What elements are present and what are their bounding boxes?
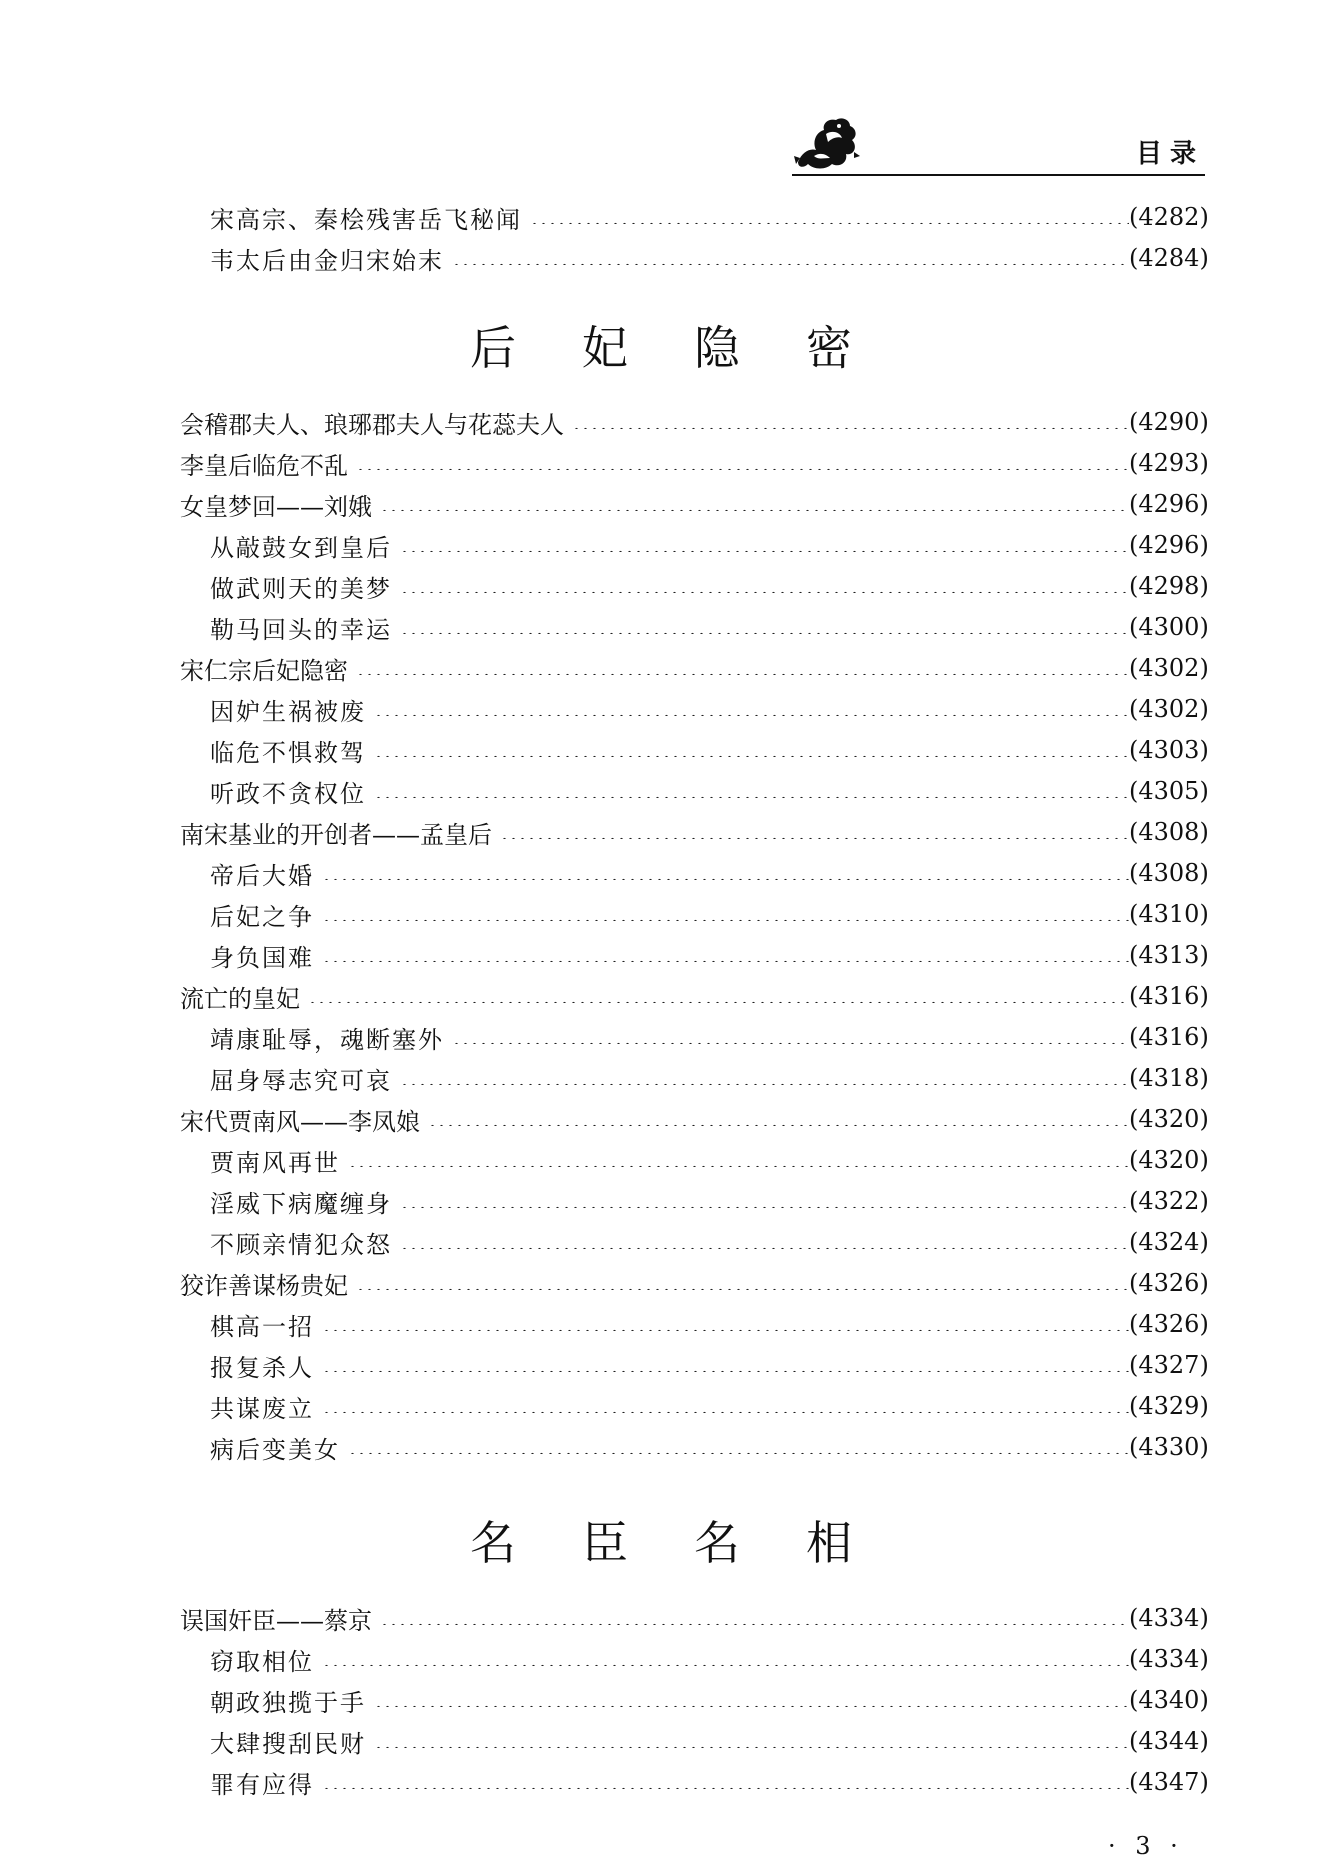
toc-entry[interactable] xyxy=(0,1721,1322,1761)
toc-entry-page: (4298) xyxy=(1129,572,1209,600)
toc-entry-title: 靖康耻辱，魂断塞外 xyxy=(210,1025,444,1054)
toc-entry[interactable] xyxy=(0,853,1322,893)
leader-dots xyxy=(356,1288,1129,1290)
toc-entry[interactable] xyxy=(0,443,1322,483)
toc-entry[interactable] xyxy=(0,1099,1322,1139)
toc-entry[interactable] xyxy=(0,1680,1322,1720)
toc-entry[interactable] xyxy=(0,1639,1322,1679)
toc-entry[interactable] xyxy=(0,1058,1322,1098)
toc-entry[interactable] xyxy=(0,484,1322,524)
toc-entry-title: 不顾亲情犯众怒 xyxy=(210,1230,392,1259)
leader-dots xyxy=(530,222,1129,224)
toc-entry-title: 误国奸臣——蔡京 xyxy=(180,1606,372,1635)
leader-dots xyxy=(374,796,1129,798)
toc-entry-page: (4320) xyxy=(1129,1105,1209,1133)
toc-entry-page: (4313) xyxy=(1129,941,1209,969)
toc-entry[interactable] xyxy=(0,1427,1322,1467)
toc-entry-page: (4308) xyxy=(1129,859,1209,887)
toc-entry-title: 病后变美女 xyxy=(210,1435,340,1464)
toc-entry[interactable] xyxy=(0,812,1322,852)
toc-entry[interactable] xyxy=(0,402,1322,442)
toc-entry-page: (4326) xyxy=(1129,1269,1209,1297)
toc-entry-title: 帝后大婚 xyxy=(210,861,314,890)
toc-entry-page: (4318) xyxy=(1129,1064,1209,1092)
toc-entry[interactable] xyxy=(0,730,1322,770)
toc-entry[interactable] xyxy=(0,525,1322,565)
toc-entry-page: (4293) xyxy=(1129,449,1209,477)
leader-dots xyxy=(322,1664,1129,1666)
page-number: · 3 · xyxy=(1108,1832,1184,1860)
toc-entry-title: 贾南风再世 xyxy=(210,1148,340,1177)
toc-entry-title: 淫威下病魔缠身 xyxy=(210,1189,392,1218)
toc-entry-title: 窃取相位 xyxy=(210,1647,314,1676)
toc-entry[interactable] xyxy=(0,566,1322,606)
toc-entry-title: 女皇梦回——刘娥 xyxy=(180,492,372,521)
toc-entry[interactable] xyxy=(0,1181,1322,1221)
toc-entry-page: (4344) xyxy=(1129,1727,1209,1755)
leader-dots xyxy=(374,1746,1129,1748)
leader-dots xyxy=(308,1001,1129,1003)
toc-entry[interactable] xyxy=(0,1222,1322,1262)
leader-dots xyxy=(348,1452,1129,1454)
leader-dots xyxy=(400,550,1129,552)
toc-entry-page: (4347) xyxy=(1129,1768,1209,1796)
toc-entry-title: 南宋基业的开创者——孟皇后 xyxy=(180,820,492,849)
toc-entry[interactable] xyxy=(0,1598,1322,1638)
section-heading: 名臣名相 xyxy=(470,1516,918,1570)
toc-entry-page: (4320) xyxy=(1129,1146,1209,1174)
leader-dots xyxy=(400,632,1129,634)
toc-entry-title: 身负国难 xyxy=(210,943,314,972)
toc-entry-page: (4296) xyxy=(1129,490,1209,518)
leader-dots xyxy=(380,1623,1129,1625)
leader-dots xyxy=(374,755,1129,757)
toc-entry-title: 狡诈善谋杨贵妃 xyxy=(180,1271,348,1300)
leader-dots xyxy=(500,837,1129,839)
toc-entry[interactable] xyxy=(0,976,1322,1016)
toc-entry[interactable] xyxy=(0,1762,1322,1802)
section-heading: 后妃隐密 xyxy=(470,321,918,375)
toc-entry-title: 罪有应得 xyxy=(210,1770,314,1799)
leader-dots xyxy=(356,468,1129,470)
toc-entry[interactable] xyxy=(0,1140,1322,1180)
toc-entry-page: (4316) xyxy=(1129,1023,1209,1051)
leader-dots xyxy=(400,591,1129,593)
dragon-icon xyxy=(792,112,862,174)
leader-dots xyxy=(322,919,1129,921)
toc-entry[interactable] xyxy=(0,894,1322,934)
leader-dots xyxy=(322,960,1129,962)
leader-dots xyxy=(572,427,1129,429)
toc-entry-title: 大肆搜刮民财 xyxy=(210,1729,366,1758)
toc-entry-title: 因妒生祸被废 xyxy=(210,697,366,726)
toc-entry-title: 宋代贾南风——李凤娘 xyxy=(180,1107,420,1136)
toc-entry-title: 流亡的皇妃 xyxy=(180,984,300,1013)
toc-entry-page: (4330) xyxy=(1129,1433,1209,1461)
toc-entry-title: 会稽郡夫人、琅琊郡夫人与花蕊夫人 xyxy=(180,410,564,439)
toc-entry-page: (4302) xyxy=(1129,695,1209,723)
toc-entry[interactable] xyxy=(0,1263,1322,1303)
toc-entry-page: (4305) xyxy=(1129,777,1209,805)
toc-entry-page: (4296) xyxy=(1129,531,1209,559)
toc-entry[interactable] xyxy=(0,689,1322,729)
toc-entry[interactable] xyxy=(0,648,1322,688)
toc-entry-page: (4322) xyxy=(1129,1187,1209,1215)
toc-entry-title: 宋仁宗后妃隐密 xyxy=(180,656,348,685)
toc-entry-page: (4324) xyxy=(1129,1228,1209,1256)
header-rule xyxy=(792,174,1205,176)
toc-entry[interactable] xyxy=(0,238,1322,278)
toc-entry-page: (4282) xyxy=(1129,203,1209,231)
toc-entry-title: 从敲鼓女到皇后 xyxy=(210,533,392,562)
toc-entry-title: 后妃之争 xyxy=(210,902,314,931)
leader-dots xyxy=(322,1329,1129,1331)
toc-entry-page: (4303) xyxy=(1129,736,1209,764)
leader-dots xyxy=(428,1124,1129,1126)
toc-entry[interactable] xyxy=(0,935,1322,975)
toc-entry-title: 屈身辱志究可哀 xyxy=(210,1066,392,1095)
leader-dots xyxy=(322,1787,1129,1789)
toc-entry-title: 朝政独揽于手 xyxy=(210,1688,366,1717)
toc-entry-title: 临危不惧救驾 xyxy=(210,738,366,767)
leader-dots xyxy=(322,1411,1129,1413)
leader-dots xyxy=(452,1042,1129,1044)
leader-dots xyxy=(374,714,1129,716)
toc-entry-title: 韦太后由金归宋始末 xyxy=(210,246,444,275)
toc-entry[interactable] xyxy=(0,1386,1322,1426)
leader-dots xyxy=(322,1370,1129,1372)
toc-entry-page: (4326) xyxy=(1129,1310,1209,1338)
toc-entry-title: 李皇后临危不乱 xyxy=(180,451,348,480)
leader-dots xyxy=(356,673,1129,675)
toc-entry[interactable] xyxy=(0,1304,1322,1344)
toc-entry[interactable] xyxy=(0,1345,1322,1385)
running-header-title: 目录 xyxy=(1136,139,1205,169)
leader-dots xyxy=(400,1247,1129,1249)
leader-dots xyxy=(322,878,1129,880)
toc-entry[interactable] xyxy=(0,771,1322,811)
leader-dots xyxy=(400,1206,1129,1208)
leader-dots xyxy=(348,1165,1129,1167)
toc-entry-title: 共谋废立 xyxy=(210,1394,314,1423)
toc-entry-title: 宋高宗、秦桧残害岳飞秘闻 xyxy=(210,205,522,234)
toc-entry[interactable] xyxy=(0,197,1322,237)
toc-entry[interactable] xyxy=(0,607,1322,647)
leader-dots xyxy=(374,1705,1129,1707)
toc-entry-page: (4302) xyxy=(1129,654,1209,682)
toc-entry-page: (4327) xyxy=(1129,1351,1209,1379)
toc-entry-page: (4316) xyxy=(1129,982,1209,1010)
toc-entry[interactable] xyxy=(0,1017,1322,1057)
leader-dots xyxy=(380,509,1129,511)
toc-entry-page: (4300) xyxy=(1129,613,1209,641)
toc-entry-page: (4290) xyxy=(1129,408,1209,436)
toc-entry-page: (4329) xyxy=(1129,1392,1209,1420)
leader-dots xyxy=(452,263,1129,265)
toc-entry-page: (4334) xyxy=(1129,1604,1209,1632)
toc-entry-title: 棋高一招 xyxy=(210,1312,314,1341)
toc-entry-page: (4310) xyxy=(1129,900,1209,928)
toc-entry-title: 报复杀人 xyxy=(210,1353,314,1382)
toc-entry-page: (4308) xyxy=(1129,818,1209,846)
toc-entry-page: (4340) xyxy=(1129,1686,1209,1714)
leader-dots xyxy=(400,1083,1129,1085)
toc-entry-page: (4284) xyxy=(1129,244,1209,272)
toc-entry-title: 做武则天的美梦 xyxy=(210,574,392,603)
toc-entry-page: (4334) xyxy=(1129,1645,1209,1673)
toc-entry-title: 听政不贪权位 xyxy=(210,779,366,808)
toc-entry-title: 勒马回头的幸运 xyxy=(210,615,392,644)
